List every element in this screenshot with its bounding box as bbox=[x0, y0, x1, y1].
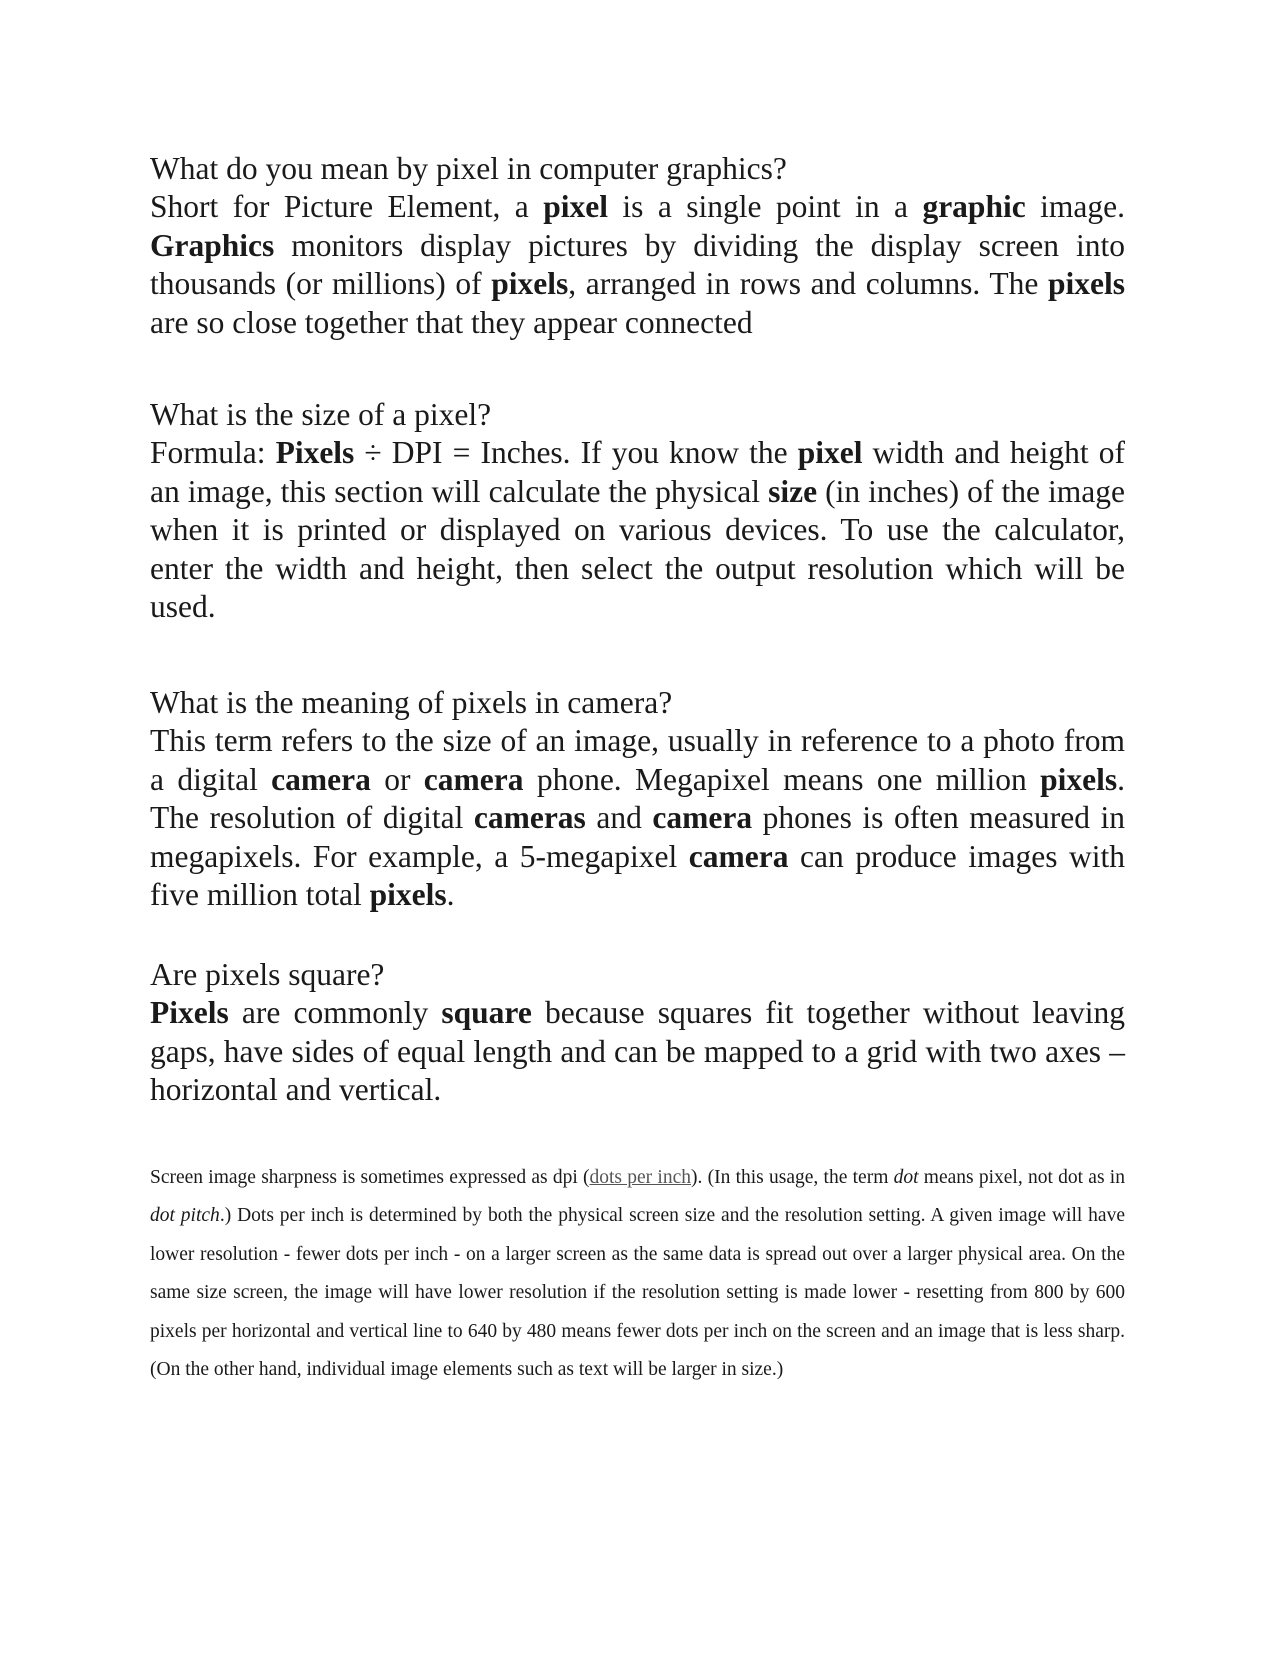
section-question: What is the size of a pixel? bbox=[150, 397, 492, 432]
section-screen-sharpness bbox=[150, 1159, 1125, 1389]
bold-term: camera bbox=[271, 761, 371, 797]
bold-term: camera bbox=[688, 838, 789, 874]
bold-term: pixels bbox=[1047, 266, 1125, 302]
text-run: means pixel, not dot as in bbox=[918, 1167, 1125, 1188]
text-run: This term refers to the size of an image, usually in reference to a photo from a digital bbox=[150, 723, 1125, 797]
text-run: width and height of an image, this section will calculate the physical bbox=[150, 435, 1125, 509]
section-question: Are pixels square? bbox=[150, 957, 385, 992]
section-answer bbox=[150, 434, 1125, 626]
section-pixels-square bbox=[150, 956, 1125, 1110]
section-answer bbox=[150, 994, 1125, 1109]
section-answer bbox=[150, 722, 1125, 914]
section-question: What do you mean by pixel in computer graphics? bbox=[150, 151, 787, 186]
bold-term: cameras bbox=[473, 800, 586, 836]
bold-term: Pixels bbox=[150, 995, 229, 1031]
text-run: because squares fit together without leaving gaps, have sides of equal length and can be mapped to a grid with two axes – horizontal and vertical. bbox=[150, 995, 1125, 1108]
text-run: is a single point in a bbox=[607, 189, 923, 225]
section-answer bbox=[150, 188, 1125, 342]
text-run: monitors display pictures by dividing the display screen into thousands (or millions) of bbox=[150, 227, 1125, 302]
text-run: can produce images with five million total bbox=[150, 838, 1125, 913]
bold-term: Graphics bbox=[150, 227, 275, 263]
bold-term: pixels bbox=[491, 266, 569, 302]
bold-term: pixel bbox=[797, 435, 863, 471]
bold-term: Pixels bbox=[275, 435, 355, 471]
text-run: or bbox=[370, 761, 424, 797]
italic-term: dot bbox=[893, 1167, 919, 1188]
text-run: ). (In this usage, the term bbox=[690, 1167, 894, 1188]
bold-term: camera bbox=[423, 761, 524, 797]
italic-term: dot pitch bbox=[150, 1205, 220, 1227]
text-run: are commonly bbox=[228, 995, 442, 1031]
bold-term: square bbox=[441, 995, 532, 1031]
bold-term: pixels bbox=[1040, 761, 1118, 797]
text-run: , arranged in rows and columns. The bbox=[568, 266, 1048, 302]
text-run: Screen image sharpness is sometimes expressed as dpi ( bbox=[150, 1167, 590, 1188]
text-run: and bbox=[585, 800, 653, 836]
text-run: Formula: bbox=[150, 435, 276, 471]
bold-term: graphic bbox=[922, 189, 1026, 225]
section-camera-pixels bbox=[150, 684, 1125, 914]
text-run: (in inches) of the image when it is printed or displayed on various devices. To use the calculator, enter the width and height, then select the output resolution which will be used. bbox=[150, 473, 1125, 625]
section-pixel-definition bbox=[150, 150, 1125, 342]
text-run: Short for Picture Element, a bbox=[150, 189, 544, 225]
bold-term: size bbox=[768, 473, 818, 509]
bold-term: pixel bbox=[543, 189, 608, 225]
text-run: . The resolution of digital bbox=[150, 761, 1125, 836]
text-run: ÷ DPI = Inches. If you know the bbox=[354, 435, 798, 471]
dots-per-inch-link[interactable]: dots per inch bbox=[589, 1167, 691, 1188]
text-run: .) Dots per inch is determined by both the physical screen size and the resolution setting. A given image will have lower resolution - fewer dots per inch - on a larger screen as the same data is spread out over a larger physical area. On the same size screen, the image will have lower resolution if the resolution setting is made lower - resetting from 800 by 600 pixels per horizontal and vertical line to 640 by 480 means fewer dots per inch on the screen and an image that is less sharp. (On the other hand, individual image elements such as text will be larger in size.) bbox=[150, 1205, 1125, 1381]
text-run: are so close together that they appear connected bbox=[150, 304, 753, 340]
bold-term: camera bbox=[652, 800, 753, 836]
bold-term: pixels bbox=[369, 877, 447, 913]
text-run: image. bbox=[1025, 189, 1125, 225]
section-question: What is the meaning of pixels in camera? bbox=[150, 685, 673, 720]
text-run: phones is often measured in megapixels. For example, a 5-megapixel bbox=[150, 800, 1125, 874]
text-run: phone. Megapixel means one million bbox=[523, 761, 1041, 797]
section-pixel-size bbox=[150, 396, 1125, 626]
footnote-paragraph bbox=[150, 1159, 1125, 1389]
text-run: . bbox=[446, 877, 455, 913]
